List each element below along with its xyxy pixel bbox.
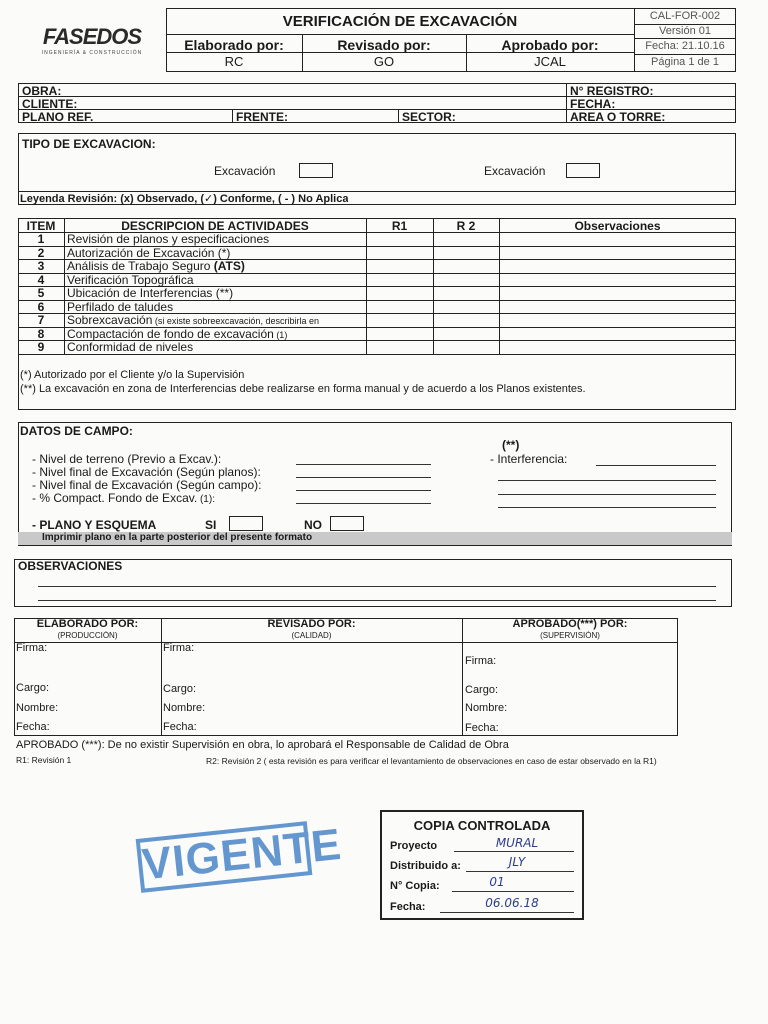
row-description: Compactación de fondo de excavación (1) (67, 326, 288, 341)
aprobado-firma: Firma: (465, 655, 497, 667)
table-row (18, 300, 736, 314)
no-checkbox[interactable] (330, 516, 364, 531)
area-torre-label: AREA O TORRE: (570, 110, 666, 124)
observaciones-title: OBSERVACIONES (18, 559, 123, 573)
table-row (18, 313, 736, 327)
row-item-number: 8 (37, 326, 45, 341)
row-obs-cell[interactable] (499, 273, 736, 287)
nivel-planos-line[interactable] (296, 477, 431, 478)
company-logo (22, 24, 162, 56)
elaborado-fecha: Fecha: (16, 721, 50, 733)
interferencia-line-4[interactable] (498, 507, 716, 508)
sector-label: SECTOR: (402, 110, 456, 124)
distribuido-label: Distribuido a: (390, 860, 461, 872)
revisado-nombre: Nombre: (163, 702, 206, 714)
row-item-number: 3 (37, 259, 45, 274)
table-row (18, 286, 736, 300)
row-obs-cell[interactable] (499, 246, 736, 260)
form-version: Versión 01 (659, 25, 711, 37)
table-row (18, 327, 736, 341)
copia-title: COPIA CONTROLADA (413, 818, 551, 833)
row-r2-cell[interactable] (433, 340, 499, 354)
row-item-number: 2 (37, 245, 45, 260)
row-r1-cell[interactable] (366, 327, 433, 341)
aprobado-cargo: Cargo: (465, 684, 499, 696)
form-date: Fecha: 21.10.16 (645, 40, 725, 52)
elaborado-label: Elaborado por: (184, 37, 284, 53)
interferencia-mark: (**) (502, 438, 520, 452)
row-description: Perfilado de taludes (67, 299, 174, 314)
firma-aprobado-sub: (SUPERVISIÓN) (540, 631, 600, 640)
row-r2-cell[interactable] (433, 313, 499, 327)
row-description: Ubicación de Interferencias (**) (67, 286, 234, 301)
elaborado-firma: Firma: (16, 642, 48, 654)
row-r2-cell[interactable] (433, 232, 499, 246)
firma-elaborado-title: ELABORADO POR: (36, 618, 139, 630)
row-description: Análisis de Trabajo Seguro (ATS) (67, 259, 245, 274)
row-r2-cell[interactable] (433, 286, 499, 300)
tipo-option-2-label: Excavación (484, 164, 546, 178)
si-label: SI (205, 518, 217, 532)
aprobado-footnote: APROBADO (***): De no existir Supervisión en obra, lo aprobará el Responsable de Calidad de Obra (16, 739, 509, 751)
table-row (18, 340, 736, 354)
revisado-label: Revisado por: (337, 37, 431, 53)
distribuido-value: JLY (508, 855, 526, 869)
logo-text: FASEDOS (42, 24, 142, 49)
row-item-number: 6 (37, 299, 45, 314)
col-header-r1: R1 (391, 219, 408, 233)
nivel-terreno-line[interactable] (296, 464, 431, 465)
stamp-fecha-label: Fecha: (390, 901, 426, 913)
tipo-option-2-checkbox[interactable] (566, 163, 600, 178)
plano-ref-label: PLANO REF. (22, 110, 94, 124)
table-row (18, 259, 736, 273)
obra-label: OBRA: (22, 84, 62, 98)
row-obs-cell[interactable] (499, 340, 736, 354)
row-obs-cell[interactable] (499, 286, 736, 300)
row-r2-cell[interactable] (433, 300, 499, 314)
observaciones-line-2[interactable] (38, 600, 716, 601)
revisado-firma: Firma: (163, 642, 195, 654)
tipo-option-1-label: Excavación (214, 164, 276, 178)
col-header-observaciones: Observaciones (574, 219, 661, 233)
firma-aprobado-title: APROBADO(***) POR: (512, 618, 628, 630)
leyenda-revision: Leyenda Revisión: (x) Observado, (✓) Conforme, ( - ) No Aplica (20, 193, 349, 205)
row-item-number: 1 (37, 232, 45, 246)
aprobado-label: Aprobado por: (501, 37, 599, 53)
page-title: VERIFICACIÓN DE EXCAVACIÓN (282, 13, 518, 30)
nivel-terreno-label: - Nivel de terreno (Previo a Excav.): (32, 452, 222, 466)
row-item-number: 4 (37, 272, 45, 287)
col-header-descripcion: DESCRIPCION DE ACTIVIDADES (121, 219, 309, 233)
form-code: CAL-FOR-002 (649, 10, 721, 22)
stamp-fecha-value: 06.06.18 (485, 896, 539, 910)
n-registro-label: N° REGISTRO: (570, 84, 654, 98)
compact-label: - % Compact. Fondo de Excav. (1): (32, 491, 215, 505)
no-label: NO (304, 518, 322, 532)
ncopia-value: 01 (489, 875, 505, 889)
aprobado-fecha: Fecha: (465, 722, 499, 734)
aprobado-value: JCAL (534, 54, 566, 69)
row-r2-cell[interactable] (433, 246, 499, 260)
compact-line[interactable] (296, 503, 431, 504)
row-obs-cell[interactable] (499, 313, 736, 327)
row-r1-cell[interactable] (366, 259, 433, 273)
row-r2-cell[interactable] (433, 259, 499, 273)
row-obs-cell[interactable] (499, 259, 736, 273)
fecha-label: FECHA: (570, 97, 616, 111)
firma-revisado-title: REVISADO POR: (267, 618, 356, 630)
ncopia-label: N° Copia: (390, 880, 440, 892)
logo-subtitle: INGENIERÍA & CONSTRUCCIÓN (41, 50, 143, 56)
interferencia-line-3[interactable] (498, 494, 716, 495)
frente-label: FRENTE: (236, 110, 288, 124)
nivel-planos-label: - Nivel final de Excavación (Según planos): (32, 465, 261, 479)
r2-footnote: R2: Revisión 2 ( esta revisión es para verificar el levantamiento de observaciones en caso de estar observado en la R1) (206, 756, 657, 766)
table-row (18, 232, 736, 246)
col-header-r2: R 2 (456, 219, 476, 233)
aprobado-nombre: Nombre: (465, 702, 508, 714)
table-row (18, 273, 736, 287)
row-obs-cell[interactable] (499, 327, 736, 341)
tipo-option-1-checkbox[interactable] (299, 163, 333, 178)
cliente-label: CLIENTE: (22, 97, 78, 111)
row-r1-cell[interactable] (366, 232, 433, 246)
interferencia-line-2[interactable] (498, 480, 716, 481)
plano-esquema-label: - PLANO Y ESQUEMA (32, 518, 157, 532)
row-description: Conformidad de niveles (67, 340, 194, 355)
nivel-campo-line[interactable] (296, 490, 431, 491)
campo-title: DATOS DE CAMPO: (20, 424, 133, 438)
proyecto-label: Proyecto (390, 840, 438, 852)
row-r1-cell[interactable] (366, 273, 433, 287)
row-description: Autorización de Excavación (*) (67, 245, 231, 260)
note-interferencias: (**) La excavación en zona de Interferencias debe realizarse en forma manual y de acuerdo a los Planos existentes. (20, 383, 586, 395)
row-obs-cell[interactable] (499, 232, 736, 246)
row-r1-cell[interactable] (366, 246, 433, 260)
row-r2-cell[interactable] (433, 273, 499, 287)
revisado-fecha: Fecha: (163, 721, 197, 733)
si-checkbox[interactable] (229, 516, 263, 531)
nivel-campo-label: - Nivel final de Excavación (Según campo): (32, 478, 262, 492)
table-row (18, 246, 736, 260)
interferencia-line-1[interactable] (596, 465, 716, 466)
revisado-value: GO (373, 54, 395, 69)
note-autorizado: (*) Autorizado por el Cliente y/o la Supervisión (20, 369, 245, 381)
proyecto-value: MURAL (495, 836, 539, 850)
elaborado-cargo: Cargo: (16, 682, 50, 694)
imprimir-note: Imprimir plano en la parte posterior del presente formato (42, 532, 313, 543)
revisado-cargo: Cargo: (163, 683, 197, 695)
row-item-number: 5 (37, 286, 45, 301)
interferencia-label: - Interferencia: (490, 452, 568, 466)
form-page: Página 1 de 1 (651, 56, 719, 68)
row-item-number: 9 (37, 340, 45, 355)
vigente-stamp: VIGENTE (136, 821, 313, 893)
elaborado-value: RC (224, 54, 244, 69)
row-r2-cell[interactable] (433, 327, 499, 341)
row-r1-cell[interactable] (366, 340, 433, 354)
row-obs-cell[interactable] (499, 300, 736, 314)
elaborado-nombre: Nombre: (16, 702, 59, 714)
observaciones-line-1[interactable] (38, 586, 716, 587)
row-description: Verificación Topográfica (67, 272, 194, 287)
tipo-title: TIPO DE EXCAVACION: (22, 137, 156, 151)
row-r1-cell[interactable] (366, 300, 433, 314)
row-description: Sobrexcavación (si existe sobreexcavación, describirla en (67, 313, 319, 328)
row-description: Revisión de planos y especificaciones (67, 232, 270, 246)
r1-footnote: R1: Revisión 1 (16, 755, 72, 765)
row-r1-cell[interactable] (366, 313, 433, 327)
col-header-item: ITEM (26, 219, 56, 233)
row-item-number: 7 (37, 313, 45, 328)
firma-revisado-sub: (CALIDAD) (291, 631, 332, 640)
firma-elaborado-sub: (PRODUCCIÓN) (57, 631, 118, 640)
row-r1-cell[interactable] (366, 286, 433, 300)
copia-controlada-stamp (380, 810, 584, 920)
